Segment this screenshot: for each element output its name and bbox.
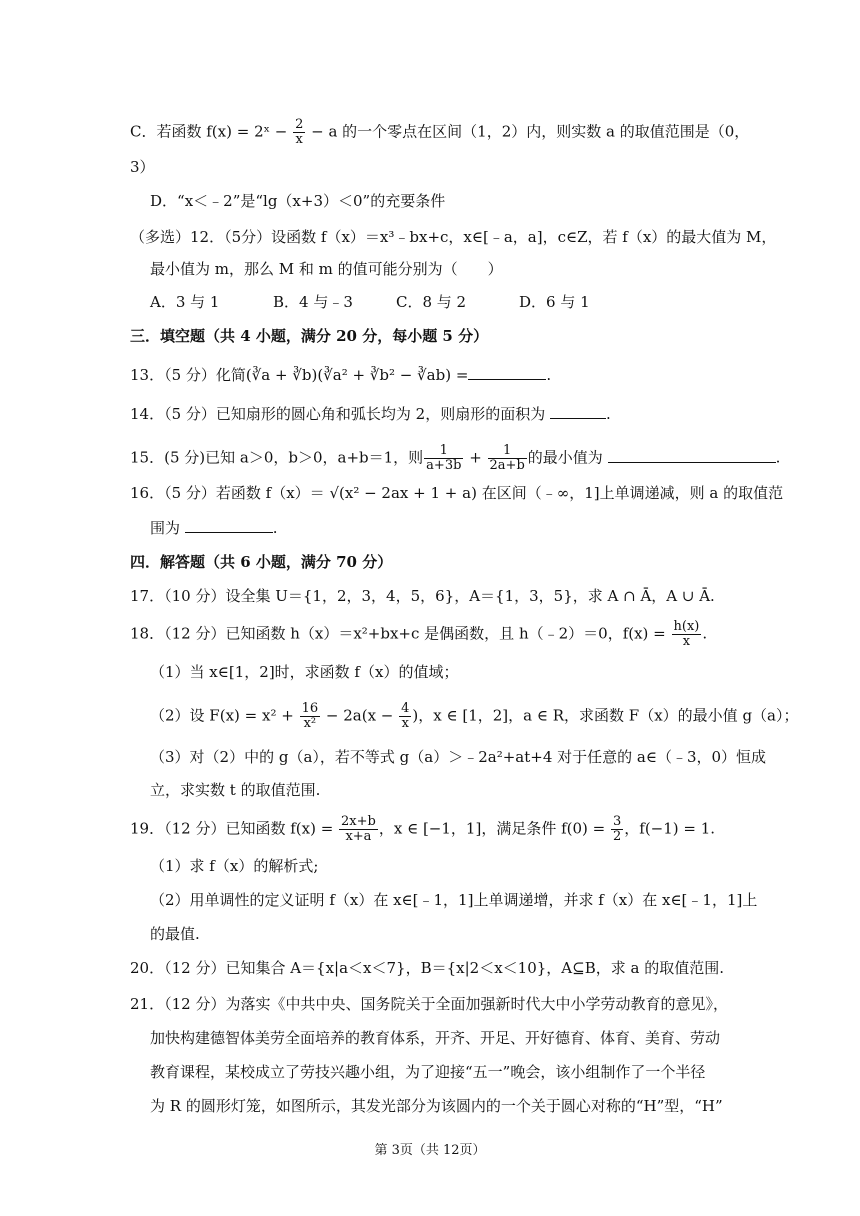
question-21-line-2: 加快构建德智体美劳全面培养的教育体系，开齐、开足、开好德育、体育、美育、劳动 <box>150 1029 721 1047</box>
option-c: C．8 与 2 <box>396 293 467 311</box>
question-18-part-1: （1）当 x∈[1，2]时，求函数 f（x）的值域； <box>150 663 459 681</box>
question-12-line-1: （多选）12．（5分）设函数 f（x）＝x³﹣bx+c，x∈[﹣a，a]，c∈Z，若 f（x）的最大值为 M， <box>130 228 777 246</box>
option-c-line-2: 3） <box>130 158 155 176</box>
question-15: 15．(5 分)已知 a＞0，b＞0，a+b＝1，则 $\frac{1}{a+3b}$ + $\frac{1}{2a+b}$ 的最小值为 . <box>130 443 781 473</box>
answer-blank <box>550 404 606 419</box>
option-a: A．3 与 1 <box>150 293 220 311</box>
question-18-part-3-line-1: （3）对（2）中的 g（a），若不等式 g（a）＞﹣2a²+at+4 对于任意的 a∈（﹣3，0）恒成 <box>150 748 767 766</box>
question-13: 13．（5 分）化简(∛a + ∛b)(∛a² + ∛b² − ∛ab) = . <box>130 366 552 384</box>
question-19-part-1: （1）求 f（x）的解析式; <box>150 857 319 875</box>
question-21-line-4: 为 R 的圆形灯笼，如图所示，其发光部分为该圆内的一个关于圆心对称的“H”型，“H” <box>150 1097 723 1115</box>
page-footer: 第 3页（共 12页） <box>374 1143 486 1158</box>
question-19-part-2-line-1: （2）用单调性的定义证明 f（x）在 x∈[﹣1，1]上单调递增，并求 f（x）在 x∈[﹣1，1]上 <box>150 891 758 909</box>
question-12-line-2: 最小值为 m，那么 M 和 m 的值可能分别为（ ） <box>150 260 503 278</box>
answer-blank <box>468 365 546 380</box>
fraction: $\frac{2x+b}{x+a}$ <box>341 814 376 844</box>
option-b: B．4 与﹣3 <box>273 293 353 311</box>
fraction: $\frac{3}{2}$ <box>613 814 622 844</box>
question-17: 17．（10 分）设全集 U＝{1，2，3，4，5，6}，A＝{1，3，5}，求 A ∩ Ā，A ∪ Ā. <box>130 587 715 605</box>
option-d: D．6 与 1 <box>519 293 590 311</box>
fraction: $\frac{4}{x}$ <box>401 701 410 731</box>
question-14: 14．（5 分）已知扇形的圆心角和弧长均为 2，则扇形的面积为 . <box>130 405 611 423</box>
answer-blank <box>185 518 273 533</box>
section-3-heading: 三．填空题（共 4 小题，满分 20 分，每小题 5 分） <box>130 327 489 345</box>
answer-blank <box>608 448 776 463</box>
option-c-line-1: C．若函数 f(x) = 2ˣ − $\frac{2}{x}$ − a 的一个零点在区间（1，2）内，则实数 a 的取值范围是（0， <box>130 117 750 147</box>
fraction: $\frac{h(x)}{x}$ <box>673 619 700 649</box>
question-18-part-3-line-2: 立，求实数 t 的取值范围. <box>150 781 321 799</box>
question-19: 19．（12 分）已知函数 f(x) = $\frac{2x+b}{x+a}$ ，x ∈ [−1，1]，满足条件 f(0) = $\frac{3}{2}$ ，f(−1) = 1. <box>130 814 716 844</box>
question-20: 20．（12 分）已知集合 A＝{x|a＜x＜7}，B＝{x|2＜x＜10}，A⊆B，求 a 的取值范围. <box>130 959 724 977</box>
question-21-line-1: 21．（12 分）为落实《中共中央、国务院关于全面加强新时代大中小学劳动教育的意见》， <box>130 995 728 1013</box>
fraction: $\frac{16}{\text{x²}}$ <box>301 701 319 731</box>
question-12-options <box>150 291 642 313</box>
fraction: $\frac{1}{2a+b}$ <box>489 443 525 473</box>
question-18: 18．（12 分）已知函数 h（x）＝x²+bx+c 是偶函数，且 h（﹣2）＝0，f(x) = $\frac{h(x)}{x}$ . <box>130 619 708 649</box>
question-19-part-2-line-2: 的最值. <box>150 925 200 943</box>
section-4-heading: 四．解答题（共 6 小题，满分 70 分） <box>130 553 393 571</box>
question-16-line-1: 16．（5 分）若函数 f（x）＝ √(x² − 2ax + 1 + a) 在区间（﹣∞，1]上单调递减，则 a 的取值范 <box>130 484 784 502</box>
fraction: $\frac{2}{x}$ <box>295 117 304 147</box>
question-18-part-2: （2）设 F(x) = x² + $\frac{16}{\text{x²}}$ − 2a(x − $\frac{4}{x}$ )，x ∈ [1，2]，a ∈ R，求函数 F（x）的最小值 g（a）； <box>150 701 799 731</box>
question-21-line-3: 教育课程，某校成立了劳技兴趣小组，为了迎接“五一”晚会，该小组制作了一个半径 <box>150 1063 706 1081</box>
option-d: D．“x＜﹣2”是“lg（x+3）＜0”的充要条件 <box>150 192 446 210</box>
fraction: $\frac{1}{a+3b}$ <box>426 443 462 473</box>
question-16-line-2: 围为 . <box>150 519 278 537</box>
